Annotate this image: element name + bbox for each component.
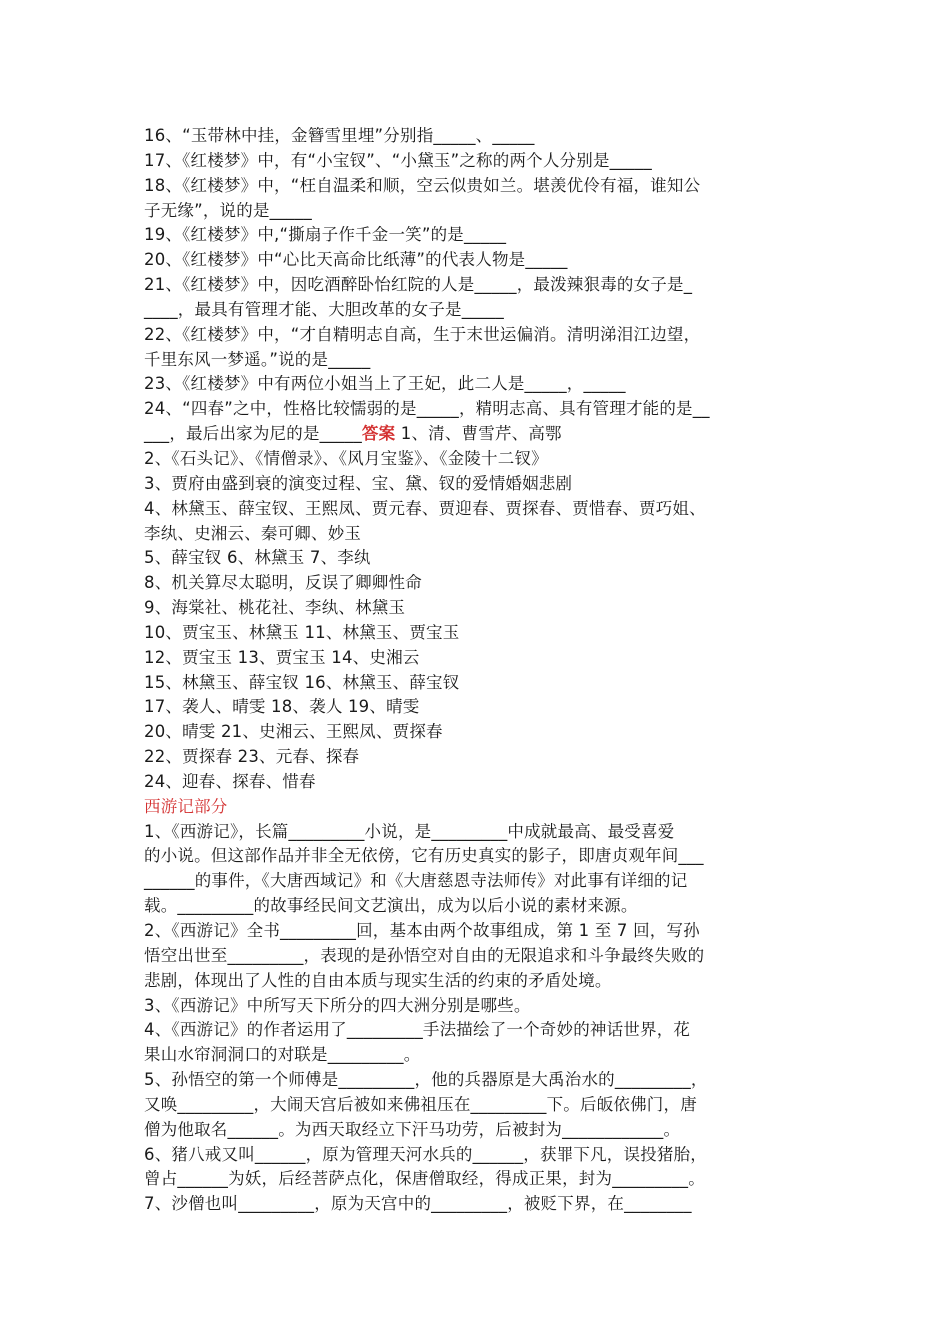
answer-line: 3、贾府由盛到衰的演变过程、宝、黛、钗的爱情婚姻悲剧 bbox=[144, 473, 573, 493]
question-text: ___，最后出家为尼的是_____ bbox=[144, 424, 362, 444]
question-line: 载。_________的故事经民间文艺演出，成为以后小说的素材来源。 bbox=[144, 896, 638, 916]
question-line: 6、猪八戒又叫______，原为管理天河水兵的______，获罪下凡，误投猪胎， bbox=[144, 1144, 707, 1164]
answer-line: 2、《石头记》、《情僧录》、《风月宝鉴》、《金陵十二钗》 bbox=[144, 448, 548, 468]
answer-line: 20、晴雯 21、史湘云、王熙凤、贾探春 bbox=[144, 722, 443, 742]
answer-line: 李纨、史湘云、秦可卿、妙玉 bbox=[144, 523, 362, 543]
question-line: 悟空出世至_________，表现的是孙悟空对自由的无限追求和斗争最终失败的 bbox=[144, 945, 705, 965]
question-line: 僧为他取名______。为西天取经立下汗马功劳，后被封为____________。 bbox=[144, 1119, 681, 1139]
question-line: 24、“四春”之中，性格比较懦弱的是_____，精明志高、具有管理才能的是__ bbox=[144, 399, 710, 419]
answer-line: 22、贾探春 23、元春、探春 bbox=[144, 747, 360, 767]
answer-line: 4、林黛玉、薛宝钗、王熙凤、贾元春、贾迎春、贾探春、贾惜春、贾巧姐、 bbox=[144, 498, 706, 518]
question-line: 悲剧，体现出了人性的自由本质与现实生活的约束的矛盾处境。 bbox=[144, 970, 612, 990]
question-line: 2、《西游记》全书_________回，基本由两个故事组成，第 1 至 7 回，写孙 bbox=[144, 921, 700, 940]
question-line: ______的事件，《大唐西域记》和《大唐慈恩寺法师传》对此事有详细的记 bbox=[144, 871, 688, 891]
answer-label: 答案 bbox=[361, 424, 396, 444]
question-line: 4、《西游记》的作者运用了_________手法描绘了一个奇妙的神话世界，花 bbox=[144, 1020, 691, 1040]
question-line: 1、《西游记》，长篇_________小说，是_________中成就最高、最受喜爱 bbox=[144, 821, 675, 841]
question-line: 千里东风一梦遥。”说的是_____ bbox=[144, 349, 371, 369]
question-line: 16、“玉带林中挂，金簪雪里埋”分别指_____、_____ bbox=[144, 126, 535, 145]
question-line: 3、《西游记》中所写天下所分的四大洲分别是哪些。 bbox=[144, 995, 531, 1015]
question-line: 曾占______为妖，后经菩萨点化，保唐僧取经，得成正果，封为_________。 bbox=[144, 1169, 705, 1189]
question-line: 21、《红楼梦》中，因吃酒醉卧怡红院的人是_____，最泼辣狠毒的女子是_ bbox=[144, 275, 693, 295]
question-line: 7、沙僧也叫_________，原为天宫中的_________，被贬下界，在________ bbox=[144, 1194, 692, 1214]
hongloumeng-questions bbox=[144, 124, 808, 447]
hongloumeng-answers bbox=[144, 447, 808, 795]
answer-line: 5、薛宝钗 6、林黛玉 7、李纨 bbox=[144, 548, 371, 568]
question-line: 19、《红楼梦》中,“撕扇子作千金一笑”的是_____ bbox=[144, 225, 507, 245]
answer-line: 12、贾宝玉 13、贾宝玉 14、史湘云 bbox=[144, 647, 420, 667]
question-line: 22、《红楼梦》中，“才自精明志自高，生于末世运偏消。清明涕泪江边望， bbox=[144, 324, 701, 344]
question-line: 子无缘”，说的是_____ bbox=[144, 200, 312, 220]
answer-line: 8、机关算尽太聪明，反误了卿卿性命 bbox=[144, 573, 422, 593]
answer-line: 15、林黛玉、薛宝钗 16、林黛玉、薛宝钗 bbox=[144, 672, 460, 692]
answer-line: 17、袭人、晴雯 18、袭人 19、晴雯 bbox=[144, 697, 420, 717]
section-title: 西游记部分 bbox=[144, 796, 228, 816]
question-line: 5、孙悟空的第一个师傅是_________，他的兵器原是大禹治水的_________， bbox=[144, 1070, 708, 1090]
question-line: 又唤_________，大闹天宫后被如来佛祖压在_________下。后皈依佛门，唐 bbox=[144, 1094, 697, 1114]
question-line: 23、《红楼梦》中有两位小姐当上了王妃，此二人是_____，_____ bbox=[144, 374, 626, 394]
question-line: 果山水帘洞洞口的对联是_________。 bbox=[144, 1045, 421, 1065]
answer-line: 10、贾宝玉、林黛玉 11、林黛玉、贾宝玉 bbox=[144, 622, 460, 642]
question-line: 17、《红楼梦》中，有“小宝钗”、“小黛玉”之称的两个人分别是_____ bbox=[144, 150, 652, 170]
answer-line: 9、海棠社、桃花社、李纨、林黛玉 bbox=[144, 598, 406, 618]
answer-start-line bbox=[144, 422, 808, 447]
question-line: 的小说。但这部作品并非全无依傍，它有历史真实的影子，即唐贞观年间___ bbox=[144, 846, 704, 866]
question-line: 18、《红楼梦》中，“枉自温柔和顺，空云似贵如兰。堪羡优伶有福，谁知公 bbox=[144, 175, 701, 195]
answer-text: 1、清、曹雪芹、高鄂 bbox=[395, 424, 562, 444]
answer-line: 24、迎春、探春、惜春 bbox=[144, 771, 316, 791]
question-line: 20、《红楼梦》中“心比天高命比纸薄”的代表人物是_____ bbox=[144, 250, 568, 270]
xiyouji-questions bbox=[144, 820, 808, 1218]
question-line: ____，最具有管理才能、大胆改革的女子是_____ bbox=[144, 299, 504, 319]
document-page bbox=[144, 124, 808, 1217]
